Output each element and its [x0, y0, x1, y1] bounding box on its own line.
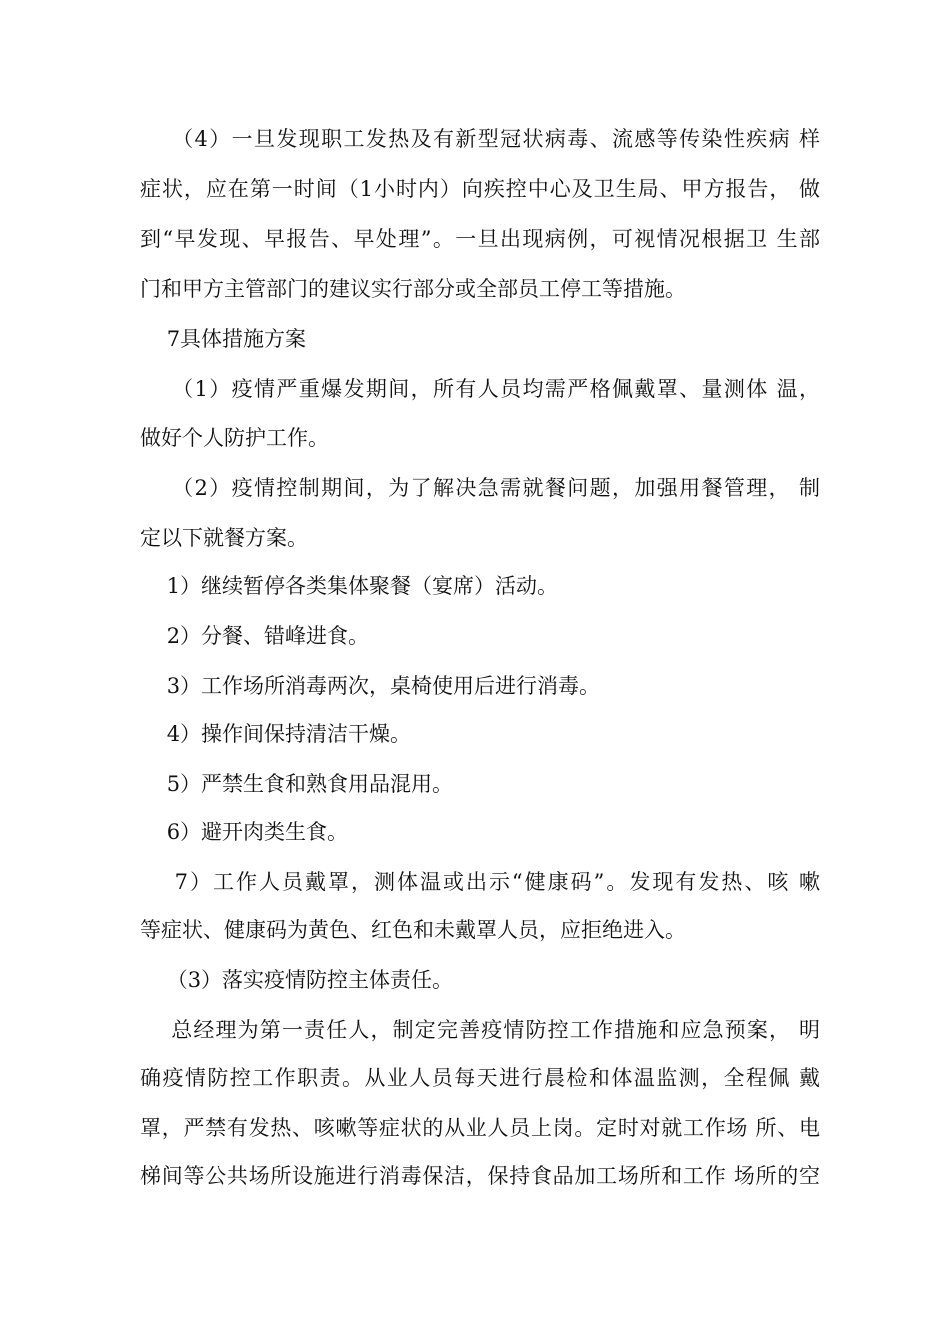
- body-text-line: （3）落实疫情防控主体责任。: [140, 968, 454, 992]
- body-text-line: （1）疫情严重爆发期间，所有人员均需严格佩戴罩、量测体 温，: [140, 377, 820, 401]
- body-text-line: （2）疫情控制期间，为了解决急需就餐问题，加强用餐管理， 制: [140, 476, 820, 500]
- list-item: 4）操作间保持清洁干燥。: [140, 722, 412, 746]
- body-text-line: 确疫情防控工作职责。从业人员每天进行晨检和体温监测，全程佩 戴: [140, 1066, 820, 1090]
- body-text-line: 做好个人防护工作。: [140, 426, 329, 450]
- body-text-line: （4）一旦发现职工发热及有新型冠状病毒、流感等传染性疾病 样: [140, 127, 820, 151]
- list-item: 2）分餐、错峰进食。: [140, 624, 370, 648]
- section-heading: 7具体措施方案: [140, 327, 307, 351]
- body-text-line: 定以下就餐方案。: [140, 526, 308, 550]
- body-text-line: 到“早发现、早报告、早处理”。一旦出现病例，可视情况根据卫 生部: [140, 227, 820, 251]
- body-text-line: 梯间等公共场所设施进行消毒保洁，保持食品加工场所和工作 场所的空: [140, 1164, 820, 1188]
- list-item: 1）继续暂停各类集体聚餐（宴席）活动。: [140, 574, 559, 598]
- body-text-line: 症状，应在第一时间（1小时内）向疾控中心及卫生局、甲方报告， 做: [140, 177, 820, 201]
- list-item: 3）工作场所消毒两次，桌椅使用后进行消毒。: [140, 674, 601, 698]
- body-text-line: 门和甲方主管部门的建议实行部分或全部员工停工等措施。: [140, 277, 686, 301]
- list-item: 6）避开肉类生食。: [140, 820, 349, 844]
- body-text-line: 罩，严禁有发热、咳嗽等症状的从业人员上岗。定时对就工作场 所、电: [140, 1116, 820, 1140]
- body-text-line: 总经理为第一责任人，制定完善疫情防控工作措施和应急预案， 明: [140, 1018, 820, 1042]
- list-item: 7）工作人员戴罩，测体温或出示“健康码”。发现有发热、咳 嗽: [140, 870, 820, 894]
- body-text-line: 等症状、健康码为黄色、红色和未戴罩人员，应拒绝进入。: [140, 918, 686, 942]
- list-item: 5）严禁生食和熟食用品混用。: [140, 772, 454, 796]
